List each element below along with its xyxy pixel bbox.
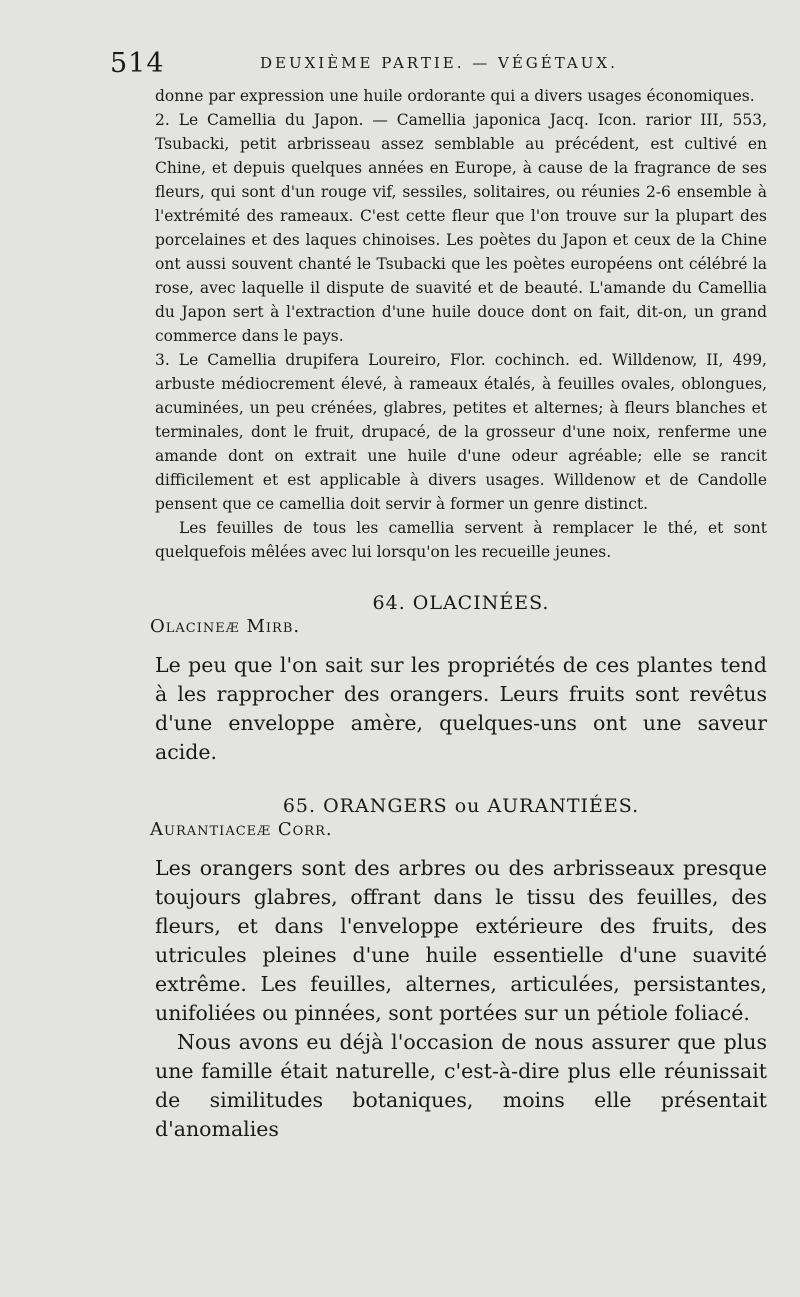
paragraph-orangers-2: Nous avons eu déjà l'occasion de nous assurer que plus une famille était naturelle, c'est-à-dire plus elle réunissait de similitudes botaniques, moins elle présentait d'anomalies bbox=[155, 1030, 767, 1141]
section-body-olacinees bbox=[155, 651, 767, 767]
paragraph-orangers-1: Les orangers sont des arbres ou des arbrisseaux presque toujours glabres, offrant dans le tissu des feuilles, des fleurs, et dans l'enveloppe extérieure des fruits, des utricules pleines d'une huile essentielle d'une suavité extrême. Les feuilles, alternes, articulées, persistantes, unifoliées ou pinnées, sont portées sur un pétiole foliacé. bbox=[155, 856, 767, 1025]
page-number: 514 bbox=[110, 48, 165, 79]
section-latin-olacinees: Olacineæ Mirb. bbox=[150, 616, 301, 637]
page-header bbox=[110, 48, 750, 84]
paragraph-camellia-drupifera: 3. Le Camellia drupifera Loureiro, Flor. cochinch. ed. Willdenow, II, 499, arbuste médiocrement élevé, à rameaux étalés, à feuilles ovales, oblongues, acuminées, un peu crénées, glabres, petites et alternes; à fleurs blanches et terminales, dont le fruit, drupacé, de la grosseur d'une noix, renferme une amande dont on extrait une huile d'une odeur agréable; elle se rancit difficilement et est applicable à divers usages. Willdenow et de Candolle pensent que ce camellia doit servir à former un genre distinct. bbox=[155, 351, 767, 513]
section-body-orangers bbox=[155, 854, 767, 1144]
paragraph-camellia-japonica: 2. Le Camellia du Japon. — Camellia japonica Jacq. Icon. rarior III, 553, Tsubacki, petit arbrisseau assez semblable au précédent, est cultivé en Chine, et depuis quelques années en Europe, à cause de la fragrance de ses fleurs, qui sont d'un rouge vif, sessiles, solitaires, ou réunies 2-6 ensemble à l'extrémité des rameaux. C'est cette fleur que l'on trouve sur la plupart des porcelaines et des laques chinoises. Les poètes du Japon et ceux de la Chine ont aussi souvent chanté le Tsubacki que les poètes européens ont célébré la rose, avec laquelle il dispute de suavité et de beauté. L'amande du Camellia du Japon sert à l'extraction d'une huile douce dont on fait, dit-on, un grand commerce dans le pays. bbox=[155, 111, 767, 345]
section-latin-orangers: Aurantiaceæ Corr. bbox=[150, 819, 333, 840]
paragraph-camellia-leaves: Les feuilles de tous les camellia servent à remplacer le thé, et sont quelquefois mêlées avec lui lorsqu'on les recueille jeunes. bbox=[155, 519, 767, 561]
camellia-entries bbox=[155, 84, 767, 564]
paragraph-continuation: donne par expression une huile ordorante qui a divers usages économiques. bbox=[155, 87, 755, 105]
running-head: DEUXIÈME PARTIE. — VÉGÉTAUX. bbox=[260, 54, 618, 72]
page-body bbox=[150, 84, 767, 1144]
section-heading-orangers: 65. ORANGERS ou AURANTIÉES. bbox=[282, 795, 640, 817]
paragraph-olacinees: Le peu que l'on sait sur les propriétés de ces plantes tend à les rapprocher des orangers. Leurs fruits sont revêtus d'une enveloppe amère, quelques-uns ont une saveur acide. bbox=[155, 653, 767, 764]
section-heading-olacinees: 64. OLACINÉES. bbox=[372, 592, 550, 614]
